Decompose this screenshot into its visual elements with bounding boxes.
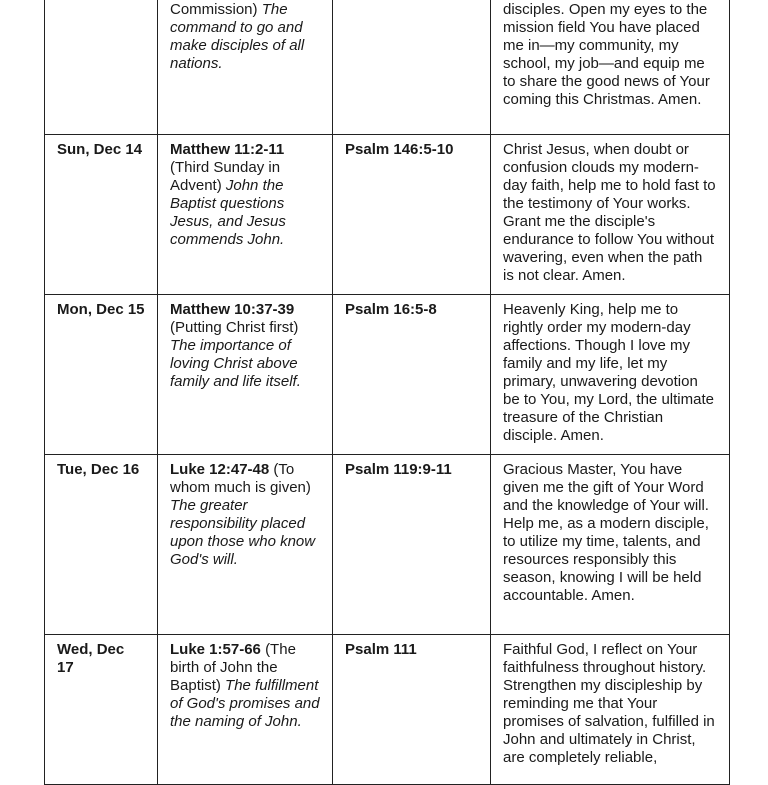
reading-note: (The birth of John the Baptist) [170, 641, 296, 694]
devotional-table [44, 0, 730, 785]
prayer-text: Heavenly King, help me to rightly order my modern-day affections. Though I love my family and my life, let my primary, unwavering devotion be to You, my Lord, the ultimate treasure of the Christian disciple. Amen. [503, 301, 714, 444]
date-label: Mon, Dec 15 [57, 301, 145, 318]
psalm-cell [333, 135, 491, 295]
psalm-reference: Psalm 16:5-8 [345, 301, 437, 318]
prayer-cell [491, 295, 730, 455]
date-cell [45, 455, 158, 635]
date-cell [45, 295, 158, 455]
reading-cell [158, 455, 333, 635]
reading-description: The command to go and make disciples of all nations. [170, 1, 305, 72]
date-cell [45, 635, 158, 785]
psalm-cell [333, 635, 491, 785]
prayer-cell [491, 635, 730, 785]
reading-note: (Third Sunday in Advent) [170, 159, 281, 194]
reading-cell [158, 135, 333, 295]
psalm-cell [333, 455, 491, 635]
reading-reference: Luke 12:47-48 [170, 461, 270, 478]
reading-description: The greater responsibility placed upon those who know God's will. [170, 497, 316, 568]
table-row [45, 295, 730, 455]
table-row [45, 455, 730, 635]
prayer-text: Christ Jesus, when doubt or confusion clouds my modern-day faith, help me to hold fast to the testimony of Your works. Grant me the disciple's endurance to follow You without wavering, even when the path is not clear. Amen. [503, 141, 716, 284]
prayer-text: Gracious Master, You have given me the gift of Your Word and the knowledge of Your will. Help me, as a modern disciple, to utilize my time, talents, and resources responsibly this season, knowing I will be held accountable. Amen. [503, 461, 709, 604]
prayer-text: disciples. Open my eyes to the mission field You have placed me in—my community, my school, my job—and equip me to share the good news of Your coming this Christmas. Amen. [503, 1, 710, 108]
reading-reference: Matthew 10:37-39 [170, 301, 295, 318]
reading-reference: Luke 1:57-66 [170, 641, 261, 658]
reading-note: (To whom much is given) [170, 461, 311, 496]
prayer-cell [491, 455, 730, 635]
prayer-text: Faithful God, I reflect on Your faithfulness throughout history. Strengthen my discipleship by reminding me that Your promises of salvation, fulfilled in John and ultimately in Christ, are completely reliable, [503, 641, 715, 766]
reading-cell [158, 0, 333, 135]
reading-note: Commission) [170, 1, 258, 18]
psalm-cell [333, 0, 491, 135]
date-cell [45, 135, 158, 295]
psalm-reference: Psalm 146:5-10 [345, 141, 454, 158]
prayer-cell [491, 135, 730, 295]
date-label: Tue, Dec 16 [57, 461, 140, 478]
date-label: Wed, Dec 17 [57, 641, 125, 676]
table-row [45, 635, 730, 785]
table-row [45, 135, 730, 295]
prayer-cell [491, 0, 730, 135]
psalm-reference: Psalm 111 [345, 641, 417, 658]
date-label: Sun, Dec 14 [57, 141, 143, 158]
reading-description: The importance of loving Christ above family and life itself. [170, 337, 301, 390]
reading-cell [158, 295, 333, 455]
reading-description: John the Baptist questions Jesus, and Jesus commends John. [170, 177, 286, 248]
reading-cell [158, 635, 333, 785]
psalm-reference: Psalm 119:9-11 [345, 461, 452, 478]
reading-reference: Matthew 11:2-11 [170, 141, 285, 158]
psalm-cell [333, 295, 491, 455]
reading-note: (Putting Christ first) [170, 319, 299, 336]
date-cell [45, 0, 158, 135]
reading-description: The fulfillment of God's promises and the naming of John. [170, 677, 320, 730]
table-row [45, 0, 730, 135]
